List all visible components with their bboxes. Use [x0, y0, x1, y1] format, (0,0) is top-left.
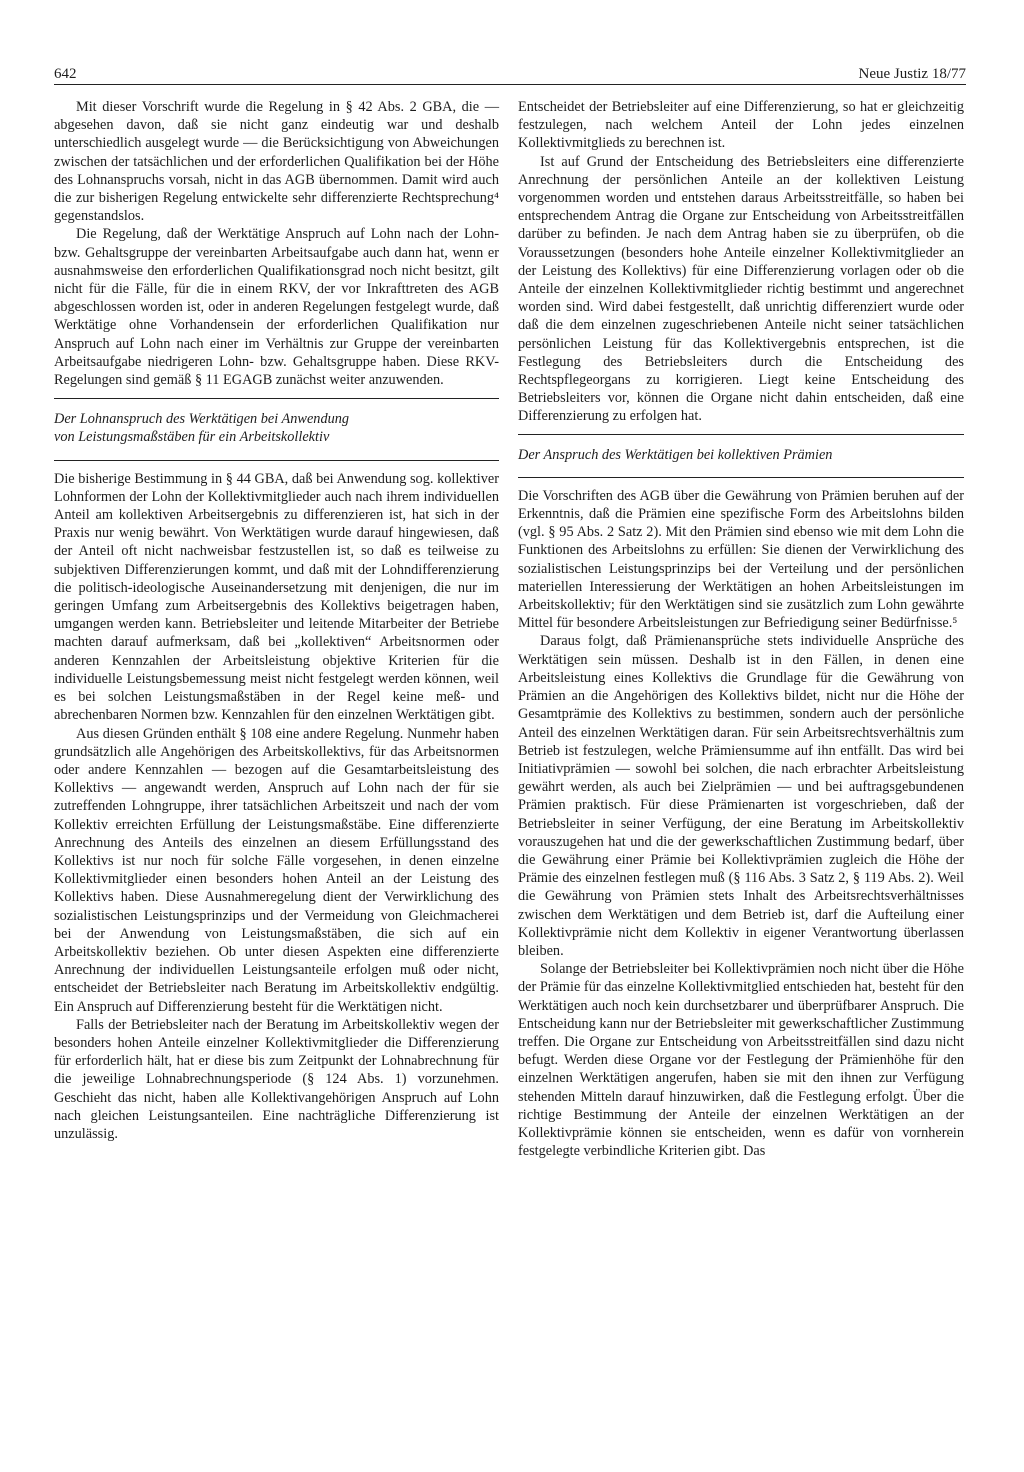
paragraph: Die Regelung, daß der Werktätige Anspruch auf Lohn nach der Lohn- bzw. Gehaltsgruppe der vereinbarten Arbeitsaufgabe auch dann hat, wenn er ausnahmsweise den erforderlichen Qualifikationsgrad noch nicht besitzt, gilt nicht für die Fälle, für die in einem RKV, der vor Inkrafttreten des AGB abgeschlossen worden ist, oder in anderen Regelungen festgelegt wurde, daß Werktätige ohne Vorhandensein der erforderlichen Qualifikation nur Anspruch auf Lohn nach einer im Verhältnis zur Gruppe der vereinbarten Arbeitsaufgabe niedrigeren Lohn- bzw. Gehaltsgruppe haben. Diese RKV-Regelungen sind gemäß § 11 EGAGB zunächst weiter anzuwenden.	[54, 226, 499, 389]
section-heading-line: von Leistungsmaßstäben für ein Arbeitskollektiv	[54, 429, 330, 446]
paragraph: Mit dieser Vorschrift wurde die Regelung in § 42 Abs. 2 GBA, die — abgesehen davon, daß sie nicht ganz eindeutig war und deshalb unterschiedlich ausgelegt wurde — die Berücksichtigung von Abweichungen zwischen der tatsächlichen und der erforderlichen Qualifikation bei der Höhe des Lohnanspruchs vorsah, nicht in das AGB übernommen. Damit wird auch die zur bisherigen Regelung entwickelte sehr differenzierte Rechtsprechung⁴ gegenstandslos.	[54, 99, 499, 225]
section-heading-line: Der Lohnanspruch des Werktätigen bei Anwendung	[54, 411, 350, 428]
left-column	[54, 98, 499, 1143]
journal-issue: Neue Justiz 18/77	[858, 66, 966, 82]
page-number: 642	[54, 66, 77, 82]
header-rule	[54, 84, 966, 85]
paragraph: Die Vorschriften des AGB über die Gewährung von Prämien beruhen auf der Erkenntnis, daß die Prämien eine spezifische Form des Arbeitslohns bilden (vgl. § 95 Abs. 2 Satz 2). Mit den Prämien sind ebenso wie mit dem Lohn die Funktionen des Arbeitslohns zu erfüllen: Sie dienen der Verwirklichung des sozialistischen Leistungsprinzips bei der Verteilung und der persönlichen materiellen Interessierung der Werktätigen an hohen Arbeitsleistungen im Arbeitskollektiv; für den Werktätigen sind sie zusätzlich zum Lohn gewährte Mittel für besondere Arbeitsleistungen zur Befriedigung seiner Bedürfnisse.⁵	[518, 487, 964, 632]
right-column	[518, 98, 964, 1160]
paragraph: Entscheidet der Betriebsleiter auf eine Differenzierung, so hat er gleichzeitig festzulegen, nach welchem Anteil der Lohn jedes einzelnen Kollektivmitglieds zu berechnen ist.	[518, 99, 964, 152]
paragraph: Ist auf Grund der Entscheidung des Betriebsleiters eine differenzierte Anrechnung der persönlichen Anteile an der kollektiven Leistung vorgenommen worden und entstehen daraus Arbeitsstreitfälle, so haben bei entsprechendem Antrag die Organe zur Entscheidung von Arbeitsstreitfällen darüber zu befinden. Je nach dem Antrag haben sie zu überprüfen, ob die Voraussetzungen (besonders hohe Anteile einzelner Kollektivmitglieder an der Leistung des Kollektivs) für eine Differenzierung vorlagen oder ob die Anteile der einzelnen Kollektivmitglieder richtig bestimmt und angerechnet worden sind. Wird dabei festgestellt, daß unrichtig differenziert wurde oder daß die dem einzelnen zugeschriebenen Anteile nicht seiner tatsächlichen persönlichen Leistung für das Kollektivergebnis entsprechen, ist die Festlegung des Betriebsleiters durch die Entscheidung des Rechtspflegeorgans zu korrigieren. Liegt keine Entscheidung des Betriebsleiters vor, können die Organe nicht dahin entscheiden, daß eine Differenzierung zu erfolgen hat.	[518, 153, 964, 425]
section-heading	[518, 434, 964, 478]
page-header	[54, 62, 966, 86]
paragraph: Daraus folgt, daß Prämienansprüche stets individuelle Ansprüche des Werktätigen sein müssen. Deshalb ist in den Fällen, in denen eine Arbeitsleistung eines Kollektivs die Grundlage für die Gewährung von Prämien an die Angehörigen des Kollektivs bildet, nicht nur die Höhe der Gesamtprämie des Kollektivs zu bestimmen, sondern auch der persönliche Anteil des einzelnen Werktätigen daran. Für sein Arbeitsrechtsverhältnis zum Betrieb ist festzulegen, welche Prämiensumme auf ihn entfällt. Das wird bei Initiativprämien — sowohl bei solchen, die nach erbrachter Arbeitsleistung gewährt werden, als auch bei Zielprämien — und bei auftragsgebundenen Prämien praktisch. Für diese Prämienarten ist vorgeschrieben, daß der Betriebsleiter in seiner Verfügung, der eine Beratung im Arbeitskollektiv vorauszugehen hat und die der gewerkschaftlichen Zustimmung bedarf, über die Gewährung einer Prämie bei Kollektivprämien zugleich die Höhe der Prämie des einzelnen festlegen muß (§ 116 Abs. 3 Satz 2, § 119 Abs. 2). Weil die Gewährung von Prämien stets Inhalt des Arbeitsrechtsverhältnisses zwischen dem Werktätigen und dem Betrieb ist, darf die Aufteilung einer Kollektivprämie nicht dem Kollektiv in eigener Verantwortung überlassen bleiben.	[518, 633, 964, 959]
paragraph: Falls der Betriebsleiter nach der Beratung im Arbeitskollektiv wegen der besonders hohen Anteile einzelner Kollektivmitglieder die Differenzierung für erforderlich hält, hat er diese bis zum Zeitpunkt der Lohnabrechnung für die jeweilige Lohnabrechnungsperiode (§ 124 Abs. 1) vorzunehmen. Geschieht das nicht, haben alle Kollektivangehörigen Anspruch auf Lohn nach gleichen Leistungsanteilen. Eine nachträgliche Differenzierung ist unzulässig.	[54, 1016, 499, 1142]
paragraph: Aus diesen Gründen enthält § 108 eine andere Regelung. Nunmehr haben grundsätzlich alle Angehörigen des Arbeitskollektivs, für das Arbeitsnormen oder andere Kennzahlen — bezogen auf die Gesamtarbeitsleistung des Kollektivs — angewandt werden, Anspruch auf Lohn nach der für sie zutreffenden Lohngruppe, ihrer tatsächlichen Arbeitszeit und nach der vom Kollektiv erreichten Erfüllung der Leistungsmaßstäbe. Eine differenzierte Anrechnung des Anteils des einzelnen an diesem Erfüllungsstand des Kollektivs ist nur noch für solche Fälle vorgesehen, in denen einzelne Kollektivmitglieder einen besonders hohen Anteil an der Leistung des Kollektivs haben. Diese Ausnahmeregelung dient der Verwirklichung des sozialistischen Leistungsprinzips und der Vermeidung von Gleichmacherei bei der Anwendung von Leistungsmaßstäben, die sich auf ein Arbeitskollektiv beziehen. Ob unter diesen Aspekten eine differenzierte Anrechnung der individuellen Leistungsanteile erfolgen muß oder nicht, entscheidet der Betriebsleiter nach Beratung im Arbeitskollektiv endgültig. Ein Anspruch auf Differenzierung besteht für die Werktätigen nicht.	[54, 725, 499, 1015]
paragraph: Die bisherige Bestimmung in § 44 GBA, daß bei Anwendung sog. kollektiver Lohnformen der Lohn der Kollektivmitglieder auch nach ihrem individuellen Anteil am kollektiven Arbeitsergebnis zu differenzieren ist, hat sich in der Praxis nur wenig bewährt. Von Werktätigen wurde darauf hingewiesen, daß der Anteil oft nicht nachweisbar festzustellen ist, so daß es teilweise zu subjektiven Differenzierungen kommt, und daß mit der Lohndifferenzierung die politisch-ideologische Auseinandersetzung mit denjenigen, die nur im geringen Umfang zum Arbeitsergebnis des Kollektivs beigetragen haben, umgangen werden kann. Betriebsleiter und leitende Mitarbeiter der Betriebe machten darauf aufmerksam, daß bei „kollektiven“ Arbeitsnormen oder anderen Kennzahlen der Arbeitsleistung objektive Kriterien für die individuelle Leistungsbemessung meist nicht festgelegt werden können, weil es bei solchen Leistungsmaßstäben in der Regel keine meß- und abrechenbaren Normen bzw. Kennzahlen für den einzelnen Werktätigen gibt.	[54, 470, 499, 724]
section-heading-line: Der Anspruch des Werktätigen bei kollektiven Prämien	[518, 446, 833, 463]
paragraph: Solange der Betriebsleiter bei Kollektivprämien noch nicht über die Höhe der Prämie für das einzelne Kollektivmitglied entschieden hat, besteht für den Werktätigen auch noch kein durchsetzbarer und überprüfbarer Anspruch. Die Entscheidung kann nur der Betriebsleiter mit gewerkschaftlicher Zustimmung treffen. Die Organe zur Entscheidung von Arbeitsstreitfällen sind dazu nicht befugt. Werden diese Organe vor der Festlegung der Prämienhöhe für den einzelnen Werktätigen angerufen, haben sie mit den ihnen zur Verfügung stehenden Mitteln darauf hinzuwirken, daß die Festlegung erfolgt. Über die richtige Bestimmung der Anteile der einzelnen Werktätigen an der Kollektivprämie können sie entscheiden, wenn es dafür von vornherein festgelegte verbindliche Kriterien gibt. Das	[518, 961, 964, 1160]
section-heading	[54, 398, 499, 460]
